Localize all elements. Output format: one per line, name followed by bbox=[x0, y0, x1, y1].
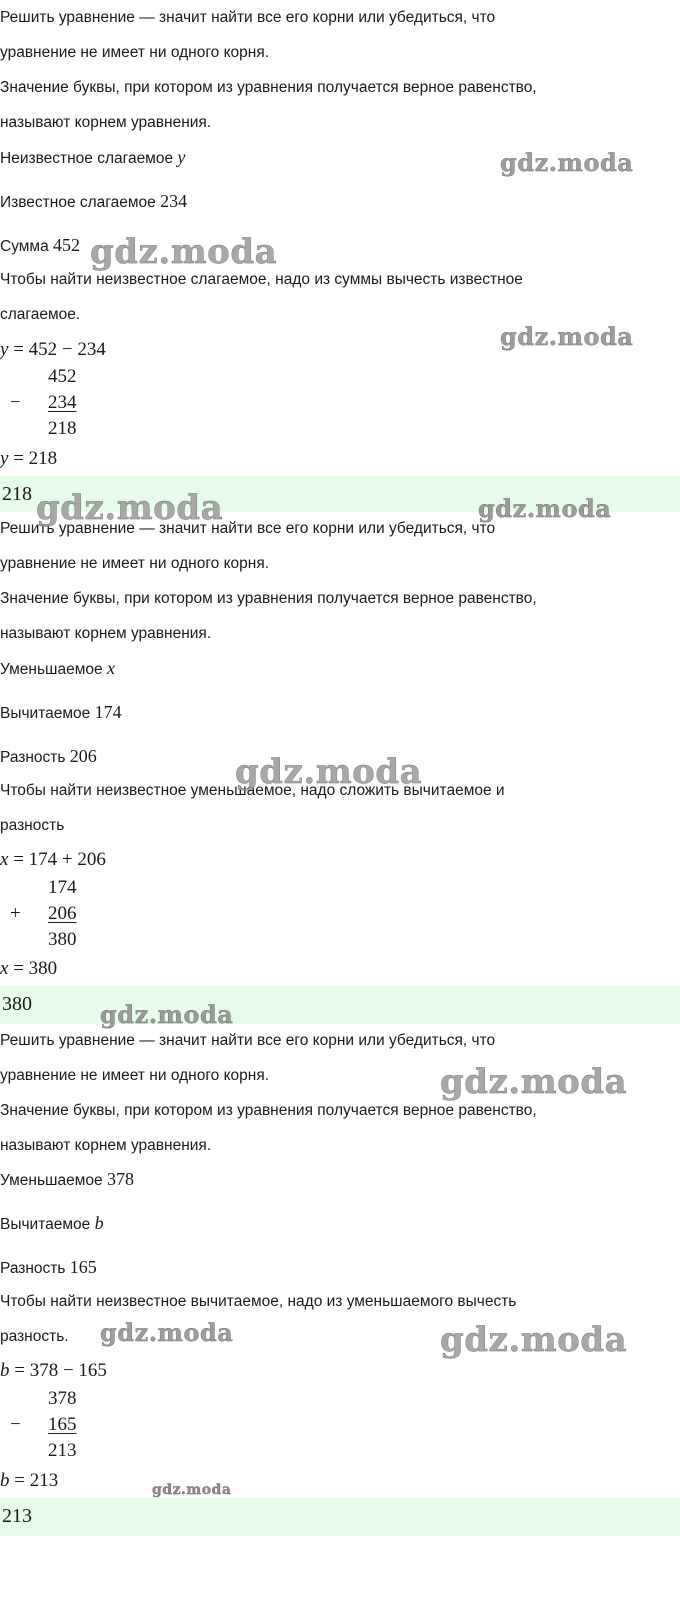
column-top: 452 bbox=[48, 366, 77, 387]
watermark: gdz.moda bbox=[36, 488, 224, 528]
watermark: gdz.moda bbox=[478, 494, 612, 523]
rule-line-b: разность bbox=[0, 817, 65, 834]
column-operator: + bbox=[10, 903, 21, 924]
minuend-label: Уменьшаемое bbox=[0, 661, 103, 678]
watermark: gdz.moda bbox=[90, 232, 278, 272]
equation bbox=[0, 1360, 107, 1382]
watermark: gdz.moda bbox=[440, 1062, 628, 1102]
subtrahend-value: 174 bbox=[94, 702, 122, 722]
rule-line-a: Чтобы найти неизвестное уменьшаемое, надо сложить вычитаемое и bbox=[0, 782, 505, 799]
known-addend-value: 234 bbox=[160, 191, 188, 211]
definition-line-2: уравнение не имеет ни одного корня. bbox=[0, 555, 270, 572]
unknown-addend-label: Неизвестное слагаемое bbox=[0, 150, 174, 167]
known-addend-label: Известное слагаемое bbox=[0, 194, 156, 211]
difference-value: 165 bbox=[69, 1257, 97, 1277]
watermark: gdz.moda bbox=[100, 1318, 234, 1347]
definition-line-1: Решить уравнение — значит найти все его корни или убедиться, что bbox=[0, 9, 496, 26]
watermark: gdz.moda bbox=[500, 148, 634, 177]
subtrahend-line bbox=[0, 1213, 104, 1235]
column-operator: − bbox=[10, 392, 21, 413]
rule-line-a: Чтобы найти неизвестное слагаемое, надо из суммы вычесть известное bbox=[0, 271, 523, 288]
unknown-addend-var: y bbox=[177, 147, 186, 167]
column-result: 380 bbox=[48, 929, 77, 950]
minuend-var: x bbox=[106, 658, 115, 678]
rule-line-b: разность. bbox=[0, 1328, 69, 1345]
minuend-line bbox=[0, 1169, 134, 1191]
column-result: 218 bbox=[48, 418, 77, 439]
difference-value: 206 bbox=[69, 746, 97, 766]
unknown-addend-line bbox=[0, 147, 185, 169]
equation-rhs: = 378 − 165 bbox=[14, 1360, 107, 1381]
minuend-label: Уменьшаемое bbox=[0, 1172, 103, 1189]
minuend-value: 378 bbox=[106, 1169, 134, 1189]
equation bbox=[0, 849, 106, 871]
column-result: 213 bbox=[48, 1440, 77, 1461]
definition-line-3: Значение буквы, при котором из уравнения получается верное равенство, bbox=[0, 79, 537, 96]
definition-line-3: Значение буквы, при котором из уравнения получается верное равенство, bbox=[0, 590, 537, 607]
subtrahend-var: b bbox=[94, 1213, 104, 1233]
result-var: b bbox=[0, 1470, 10, 1491]
column-operand: 206 bbox=[48, 903, 77, 924]
answer-band bbox=[0, 1498, 680, 1536]
equation-var: x bbox=[0, 849, 9, 870]
column-operand: 234 bbox=[48, 392, 77, 413]
difference-label: Разность bbox=[0, 749, 66, 766]
difference-label: Разность bbox=[0, 1260, 66, 1277]
result-rhs: = 380 bbox=[13, 958, 58, 979]
sum-value: 452 bbox=[53, 235, 81, 255]
definition-line-1: Решить уравнение — значит найти все его корни или убедиться, что bbox=[0, 520, 496, 537]
rule-line-b: слагаемое. bbox=[0, 306, 81, 323]
column-operator: − bbox=[10, 1414, 21, 1435]
definition-line-2: уравнение не имеет ни одного корня. bbox=[0, 1067, 270, 1084]
result-equation bbox=[0, 448, 57, 470]
watermark: gdz.moda bbox=[100, 1000, 234, 1029]
watermark: gdz.moda bbox=[500, 322, 634, 351]
equation-var: b bbox=[0, 1360, 10, 1381]
sum-label: Сумма bbox=[0, 238, 49, 255]
equation-rhs: = 174 + 206 bbox=[13, 849, 106, 870]
result-equation bbox=[0, 1470, 58, 1492]
answer-value: 380 bbox=[2, 993, 32, 1015]
watermark: gdz.moda bbox=[440, 1320, 628, 1360]
column-operand: 165 bbox=[48, 1414, 77, 1435]
watermark: gdz.moda bbox=[235, 752, 423, 792]
definition-line-3: Значение буквы, при котором из уравнения получается верное равенство, bbox=[0, 1102, 537, 1119]
answer-value: 213 bbox=[2, 1505, 32, 1527]
definition-line-4: называют корнем уравнения. bbox=[0, 114, 212, 131]
subtrahend-label: Вычитаемое bbox=[0, 705, 91, 722]
known-addend-line bbox=[0, 191, 187, 213]
definition-line-1: Решить уравнение — значит найти все его корни или убедиться, что bbox=[0, 1032, 496, 1049]
definition-line-2: уравнение не имеет ни одного корня. bbox=[0, 44, 270, 61]
column-top: 174 bbox=[48, 877, 77, 898]
result-equation bbox=[0, 958, 57, 980]
minuend-line bbox=[0, 658, 115, 680]
difference-line bbox=[0, 746, 97, 768]
definition-line-4: называют корнем уравнения. bbox=[0, 1137, 212, 1154]
result-var: y bbox=[0, 448, 9, 469]
equation bbox=[0, 339, 106, 361]
result-rhs: = 213 bbox=[14, 1470, 59, 1491]
column-top: 378 bbox=[48, 1388, 77, 1409]
equation-var: y bbox=[0, 339, 9, 360]
difference-line bbox=[0, 1257, 97, 1279]
equation-rhs: = 452 − 234 bbox=[13, 339, 106, 360]
rule-line-a: Чтобы найти неизвестное вычитаемое, надо из уменьшаемого вычесть bbox=[0, 1293, 517, 1310]
subtrahend-label: Вычитаемое bbox=[0, 1216, 91, 1233]
definition-line-4: называют корнем уравнения. bbox=[0, 625, 212, 642]
sum-line bbox=[0, 235, 80, 257]
subtrahend-line bbox=[0, 702, 122, 724]
result-var: x bbox=[0, 958, 9, 979]
watermark: gdz.moda bbox=[152, 1482, 232, 1498]
answer-value: 218 bbox=[2, 483, 32, 505]
result-rhs: = 218 bbox=[13, 448, 58, 469]
